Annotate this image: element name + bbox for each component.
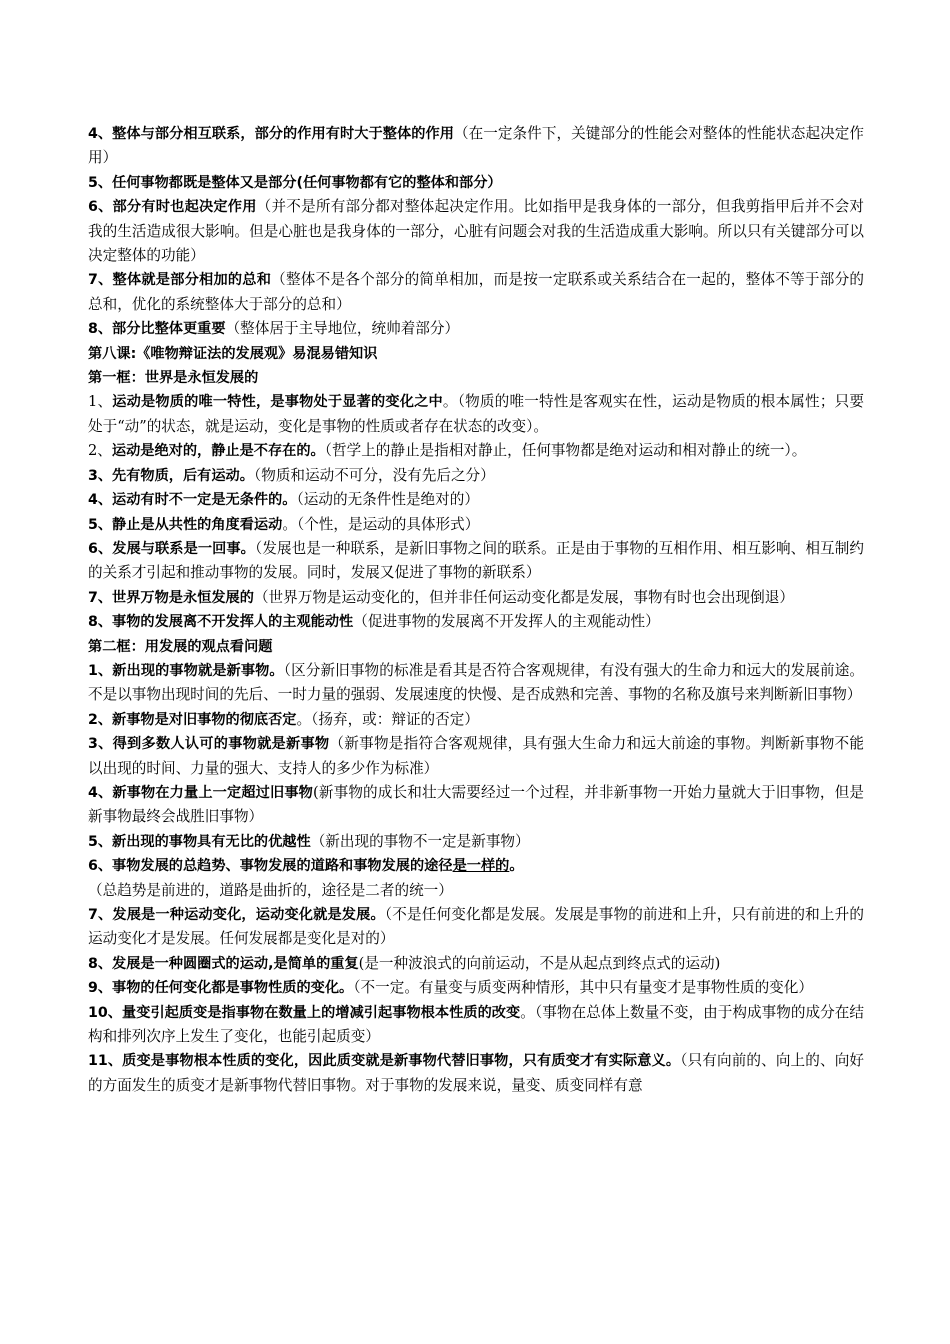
item-explanation: （运动的无条件性是绝对的） [296,491,479,509]
item-number: 2、 [88,442,112,460]
item-explanation: （世界万物是运动变化的，但并非任何运动变化都是发展，事物有时也会出现倒退） [253,588,794,606]
item-statement: 11、质变是事物根本性质的变化，因此质变就是新事物代替旧事物，只有质变才有实际意义。 [88,1053,681,1070]
list-item [88,513,864,537]
item-statement: 2、新事物是对旧事物的彻底否定 [88,711,297,728]
item-explanation: (是一种波浪式的向前运动，不是从起点到终点式的运动) [358,954,721,972]
frame-1-title: 第一框：世界是永恒发展的 [88,370,259,387]
item-explanation: （整体不是各个部分的简单相加，而是按一定联系或关系结合在一起的，整体不等于部分的总和，优化的系统整体大于部分的总和） [88,271,864,313]
list-item [88,171,864,195]
section-frame-1-items [88,390,864,634]
item-6-paragraph [88,854,864,878]
item-statement: 5、静止是从共性的角度看运动 [88,516,283,533]
item-explanation: 。（事物在总体上数量不变，由于构成事物的成分在结构和排列次序上发生了变化，也能引起质变） [88,1003,865,1046]
item-explanation: 。（个性，是运动的具体形式） [282,515,480,533]
list-item [88,1001,864,1050]
item-explanation: （不一定。有量变与质变两种情形，其中只有量变才是事物性质的变化） [353,979,813,997]
list-item [88,708,864,732]
item-explanation: （哲学上的静止是指相对静止，任何事物都是绝对运动和相对静止的统一）。 [324,442,807,460]
item-statement: 4、新事物在力量上一定超过旧事物 [88,784,313,801]
list-item [88,586,864,610]
item-6-statement: 6、事物发展的总趋势、事物发展的道路和事物发展的途径 [88,858,453,875]
item-explanation: （物质和运动不可分，没有先后之分） [253,466,495,484]
item-statement: 8、事物的发展离不开发挥人的主观能动性 [88,614,354,631]
list-item [88,781,864,830]
item-statement: 8、发展是一种圆圈式的运动,是简单的重复 [88,955,359,972]
section-frame-2-items [88,659,864,854]
list-item [88,537,864,586]
item-statement: 5、新出现的事物具有无比的优越性 [88,833,311,850]
item-explanation: （并不是所有部分都对整体起决定作用。比如指甲是我身体的一部分，但我剪指甲后并不会对我的生活造成很大影响。但是心脏也是我身体的一部分，心脏有问题会对我的生活造成重大影响。所以只有关键部分可以决定整体的功能） [88,198,864,265]
list-item [88,122,864,171]
item-explanation: （新事物是指符合客观规律，具有强大生命力和远大前途的事物。判断新事物不能以出现的时间、力量的强大、支持人的多少作为标准） [88,735,864,777]
item-number: 1、 [88,393,113,411]
item-explanation: （新出现的事物不一定是新事物） [310,832,530,850]
item-explanation: (新事物的成长和壮大需要经过一个过程，并非新事物一开始力量就大于旧事物，但是新事物最终会战胜旧事物） [88,783,864,826]
item-statement: 4、运动有时不一定是无条件的。 [88,492,297,509]
item-explanation: （促进事物的发展离不开发挥人的主观能动性） [353,613,660,631]
item-statement: 5、任何事物都既是整体又是部分(任何事物都有它的整体和部分） [88,174,502,191]
list-item [88,439,864,463]
list-item [88,976,864,1000]
item-statement: 7、世界万物是永恒发展的 [88,589,254,606]
item-statement: 6、部分有时也起决定作用 [88,199,257,216]
item-statement: 运动是绝对的，静止是不存在的。 [111,443,325,460]
list-item [88,268,864,317]
list-item [88,830,864,854]
list-item [88,1049,864,1098]
list-item [88,903,864,952]
item-6-note: （总趋势是前进的，道路是曲折的，途径是二者的统一） [88,881,453,899]
section-frame-2-items-continued [88,903,864,1098]
item-explanation: （在一定条件下，关键部分的性能会对整体的性能状态起决定作用） [88,125,864,167]
item-statement: 7、整体就是部分相加的总和 [88,272,272,289]
document-page [88,122,864,1098]
item-statement: 7、发展是一种运动变化，运动变化就是发展。 [88,907,385,923]
item-explanation: （不是任何变化都是发展。发展是事物的前进和上升，只有前进的和上升的运动变化才是发展。任何发展都是变化是对的） [88,906,865,948]
item-statement: 运动是物质的唯一特性，是事物处于显著的变化之中 [112,394,443,411]
item-statement: 8、部分比整体更重要 [88,321,226,338]
frame-2-title: 第二框：用发展的观点看问题 [88,638,273,655]
item-6-period: 。 [509,858,524,875]
list-item [88,390,864,439]
list-item [88,488,864,512]
item-explanation: （发展也是一种联系，是新旧事物之间的联系。正是由于事物的互相作用、相互影响、相互制约的关系才引起和推动事物的发展。同时，发展又促进了事物的新联系） [88,539,864,582]
section-whole-and-part-items [88,122,864,342]
item-statement: 3、先有物质，后有运动。 [88,467,254,484]
lesson-8-title: 第八课:《唯物辩证法的发展观》易混易错知识 [88,345,378,362]
list-item [88,659,864,708]
list-item [88,317,864,341]
item-explanation: 。（扬弃，或：辩证的否定） [296,710,479,728]
item-explanation: （整体居于主导地位，统帅着部分） [225,320,460,338]
item-explanation: （区分新旧事物的标准是看其是否符合客观规律，有没有强大的生命力和远大的发展前途。不是以事物出现时间的先后、一时力量的强弱、发展速度的快慢、是否成熟和完善、事物的名称及旗号来判断新旧事物） [88,661,864,704]
item-statement: 1、新出现的事物就是新事物。 [88,662,284,679]
list-item [88,952,864,976]
list-item [88,464,864,488]
item-explanation: 。（物质的唯一特性是客观实在性，运动是物质的根本属性；只要处于“动”的状态，就是运动，变化是事物的性质或者存在状态的改变）。 [88,393,864,435]
item-statement: 10、量变引起质变是指事物在数量上的增减引起事物根本性质的改变 [88,1004,521,1021]
item-6-underlined: 是一样的 [452,858,510,875]
item-statement: 6、发展与联系是一回事。 [88,540,255,557]
item-explanation: （只有向前的、向上的、向好的方面发生的质变才是新事物代替旧事物。对于事物的发展来说，量变、质变同样有意 [88,1052,865,1094]
item-statement: 3、得到多数人认可的事物就是新事物 [88,736,330,753]
item-statement: 9、事物的任何变化都是事物性质的变化。 [88,980,354,997]
list-item [88,195,864,268]
list-item [88,732,864,781]
item-statement: 4、整体与部分相互联系，部分的作用有时大于整体的作用 [88,126,454,142]
list-item [88,610,864,634]
